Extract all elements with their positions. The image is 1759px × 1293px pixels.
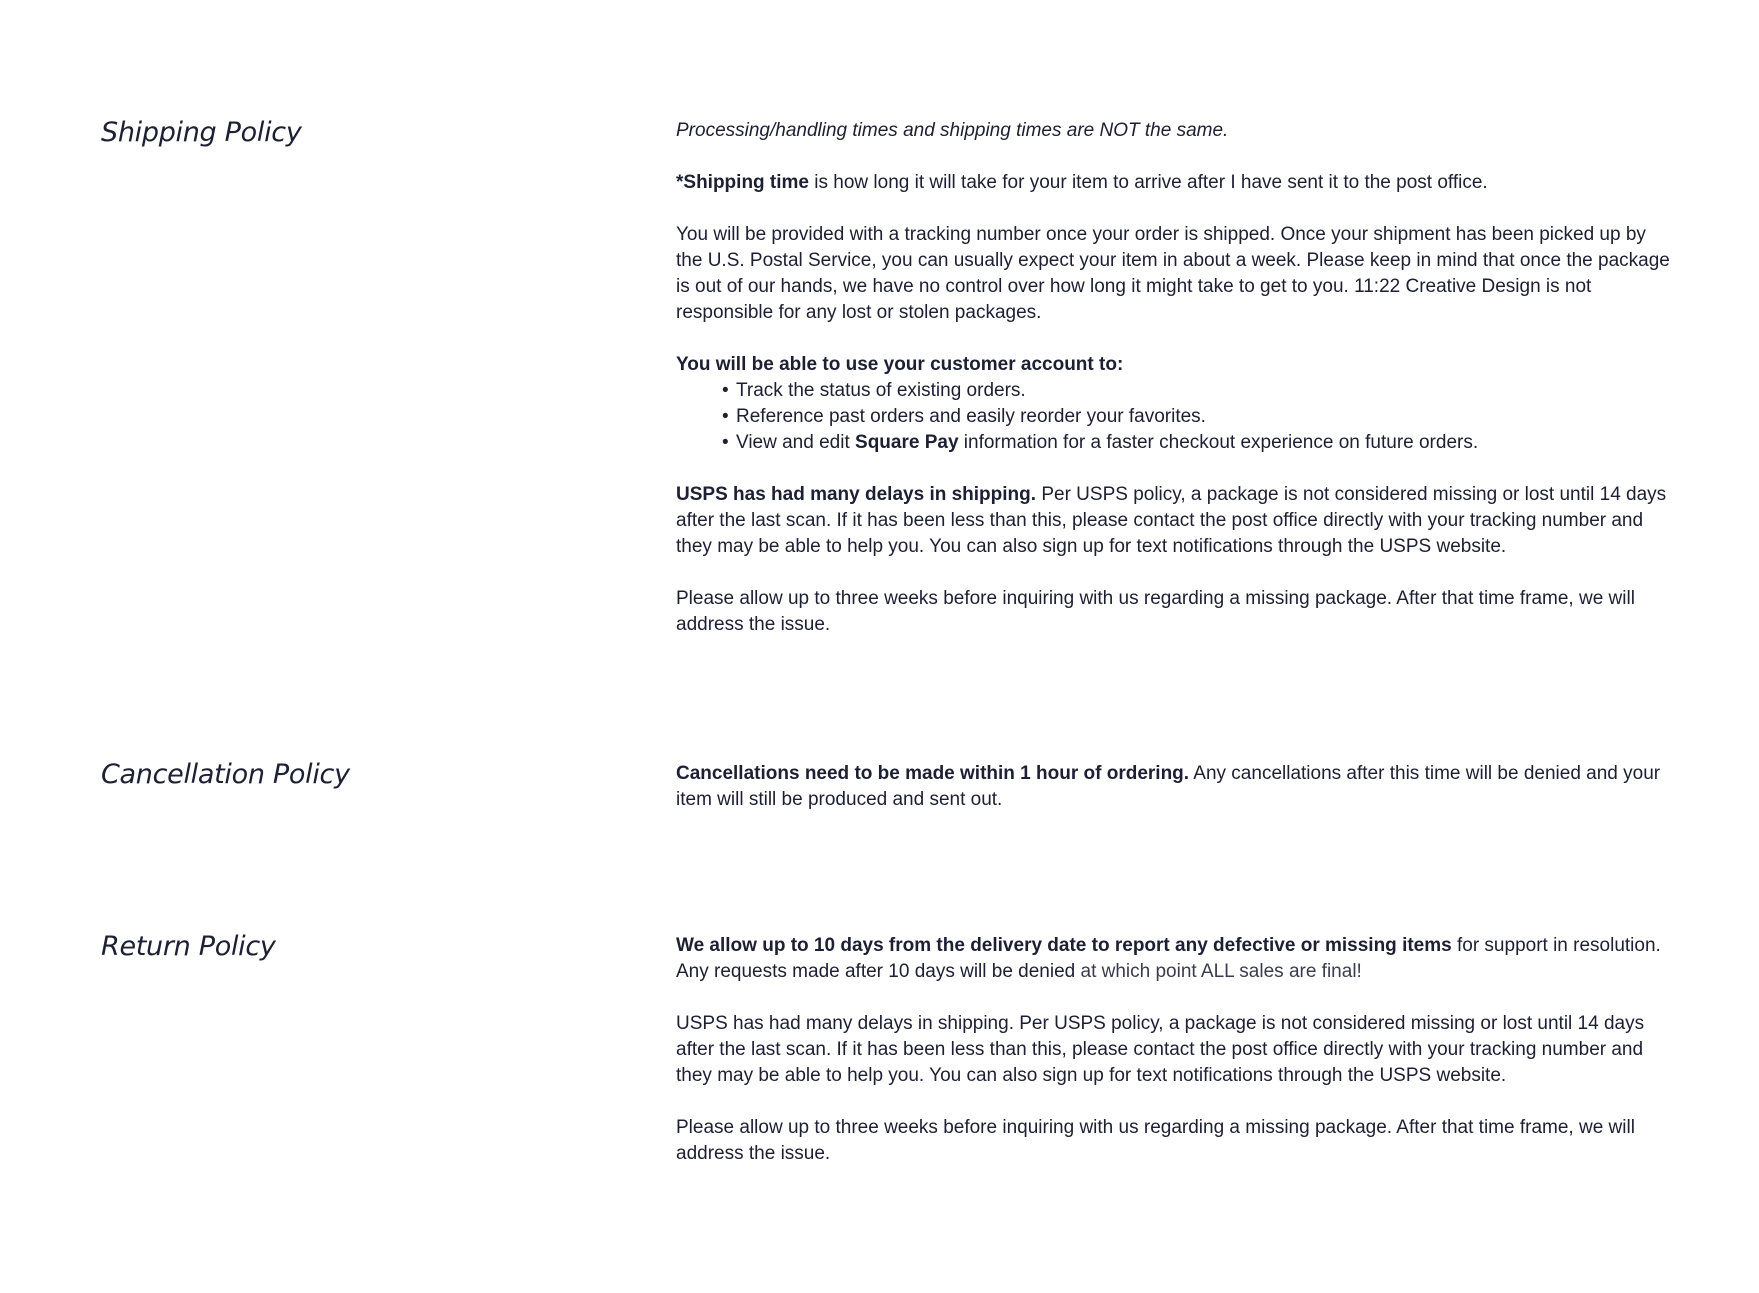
return-missing-package-paragraph: Please allow up to three weeks before inquiring with us regarding a missing package. After that time frame, we will address the issue. (676, 1117, 1635, 1164)
return-window-label: We allow up to 10 days from the delivery date to report any defective or missing items (676, 935, 1452, 956)
cancellation-label: Cancellations need to be made within 1 hour of ordering. (676, 763, 1190, 784)
return-window-text: for support in resolution. Any requests made after 10 days will be denied (676, 935, 1661, 982)
list-item: • Reference past orders and easily reorder your favorites. (722, 404, 1676, 430)
missing-package-paragraph: Please allow up to three weeks before inquiring with us regarding a missing package. After that time frame, we will address the issue. (676, 588, 1635, 635)
list-item (722, 430, 1676, 456)
account-list (676, 378, 1676, 456)
shipping-time-text: is how long it will take for your item to arrive after I have sent it to the post office. (809, 172, 1488, 193)
usps-delays-text: Per USPS policy, a package is not considered missing or lost until 14 days after the last scan. If it has been less than this, please contact the post office directly with your tracking number and they may be able to help you. You can also sign up for text notifications through the USPS website. (676, 484, 1667, 557)
list-item-text-post: information for a faster checkout experience on future orders. (958, 432, 1479, 453)
return-usps-paragraph: USPS has had many delays in shipping. Per USPS policy, a package is not considered missing or lost until 14 days after the last scan. If it has been less than this, please contact the post office directly with your tracking number and they may be able to help you. You can also sign up for text notifications through the USPS website. (676, 1013, 1645, 1086)
return-window-paragraph (676, 933, 1676, 985)
account-heading: You will be able to use your customer account to: (676, 354, 1124, 375)
cancellation-text: Any cancellations after this time will be denied and your item will still be produced and sent out. (676, 763, 1661, 810)
shipping-policy-title: Shipping Policy (101, 117, 302, 148)
processing-note: Processing/handling times and shipping times are NOT the same. (676, 120, 1229, 141)
return-policy-title: Return Policy (101, 931, 276, 962)
cancellation-paragraph (676, 761, 1676, 813)
account-block (676, 352, 1676, 456)
shipping-time-paragraph (676, 170, 1676, 196)
usps-delays-label: USPS has had many delays in shipping. (676, 484, 1037, 505)
list-item-text-pre: View and edit (736, 432, 856, 453)
tracking-paragraph: You will be provided with a tracking number once your order is shipped. Once your shipment has been picked up by the U.S. Postal Service, you can usually expect your item in about a week. Please keep in mind that once the package is out of our hands, we have no control over how long it might take to get to you. 11:22 Creative Design is not responsible for any lost or stolen packages. (676, 224, 1670, 323)
cancellation-policy-title: Cancellation Policy (101, 759, 350, 790)
cancellation-policy-body (676, 761, 1676, 813)
final-sale-text: at which point ALL sales are final! (1080, 961, 1362, 982)
shipping-time-label: *Shipping time (676, 172, 809, 193)
return-policy-body (676, 933, 1676, 1167)
usps-delays-paragraph (676, 482, 1676, 560)
list-item: • Track the status of existing orders. (722, 378, 1676, 404)
shipping-policy-body (676, 118, 1676, 638)
square-pay-label: Square Pay (855, 432, 959, 453)
